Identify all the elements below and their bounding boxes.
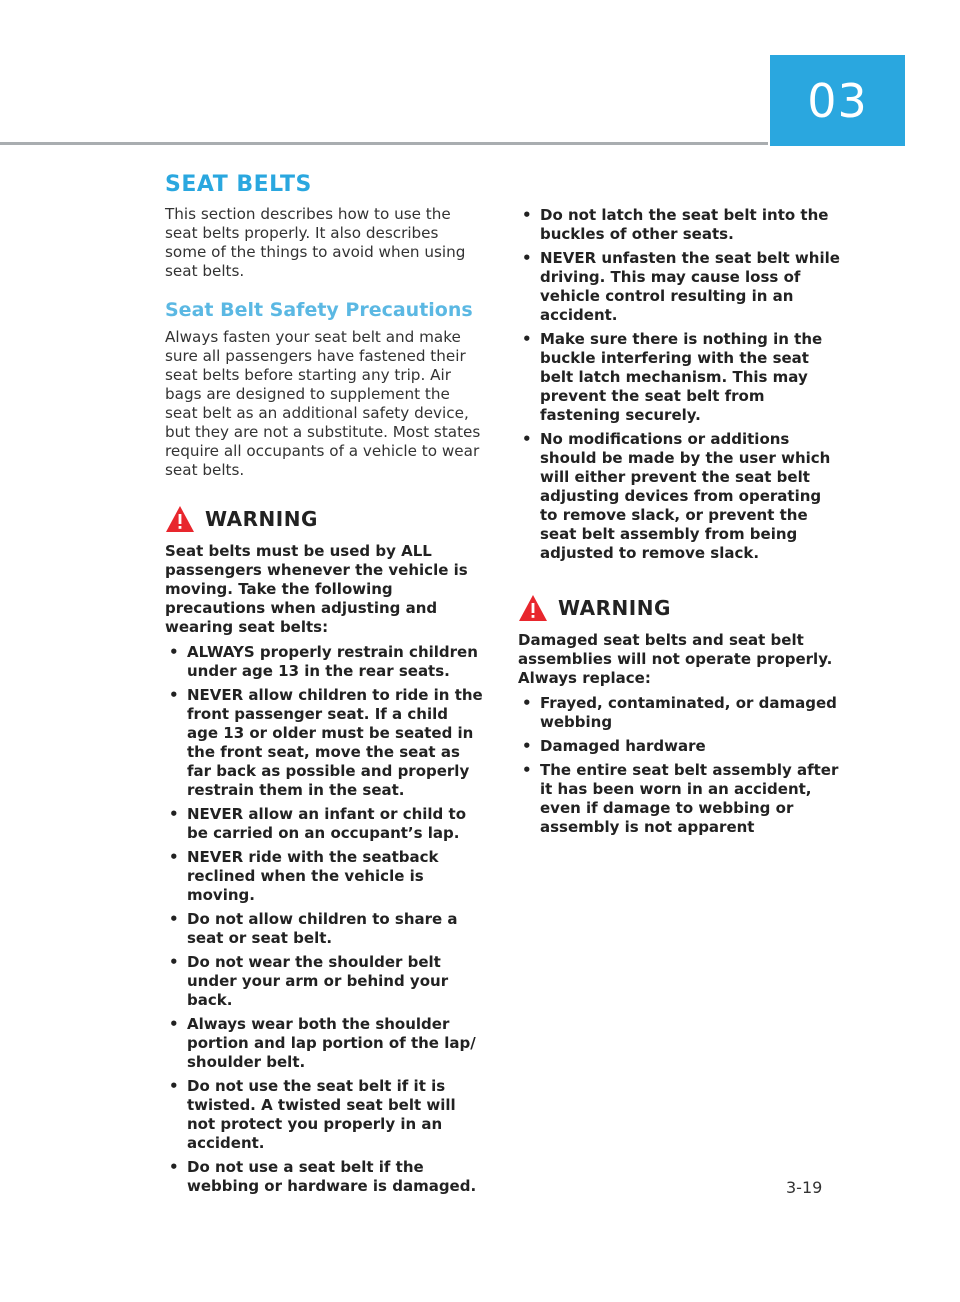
list-item: • Damaged hardware [518, 737, 840, 756]
section-title: SEAT BELTS [165, 172, 312, 197]
list-item: • Always wear both the shoulder portion and lap portion of the lap/ shoulder belt. [165, 1015, 483, 1072]
list-item: • Do not allow children to share a seat or seat belt. [165, 910, 483, 948]
section-intro: This section describes how to use the seat belts properly. It also describes some of the things to avoid when using seat belts. [165, 205, 466, 280]
warning-intro: Damaged seat belts and seat belt assemblies will not operate properly. Always replace: [518, 631, 833, 687]
left-column [165, 172, 483, 1201]
list-item: • No modifications or additions should be made by the user which will either prevent the seat belt adjusting devices from operating to remove slack, or prevent the seat belt assembly from being adjusted to remove slack. [518, 430, 840, 563]
warning-triangle-icon [165, 505, 195, 533]
list-item: • ALWAYS properly restrain children under age 13 in the rear seats. [165, 643, 483, 681]
right-column [518, 206, 840, 842]
warning-list [165, 643, 483, 1196]
page-number: 3-19 [786, 1178, 823, 1197]
list-item: • Do not use the seat belt if it is twisted. A twisted seat belt will not protect you properly in an accident. [165, 1077, 483, 1153]
warning-intro: Seat belts must be used by ALL passengers whenever the vehicle is moving. Take the following precautions when adjusting and wearing seat belts: [165, 542, 468, 636]
list-item: • NEVER ride with the seatback reclined when the vehicle is moving. [165, 848, 483, 905]
list-item: • Do not use a seat belt if the webbing or hardware is damaged. [165, 1158, 483, 1196]
warning-header [518, 593, 840, 623]
warning-label: WARNING [205, 507, 318, 531]
warning-header [165, 504, 483, 534]
chapter-number: 03 [807, 73, 868, 128]
list-item: • Do not latch the seat belt into the buckles of other seats. [518, 206, 840, 244]
header-rule [0, 142, 768, 145]
list-item: • Frayed, contaminated, or damaged webbing [518, 694, 840, 732]
warning-list-continued [518, 206, 840, 563]
list-item: • Do not wear the shoulder belt under your arm or behind your back. [165, 953, 483, 1010]
chapter-tab [770, 55, 905, 146]
warning-list [518, 694, 840, 837]
subsection-body: Always fasten your seat belt and make sure all passengers have fastened their seat belts before starting any trip. Air bags are designed to supplement the seat belt as an additional safety device, but they are not a substitute. Most states require all occupants of a vehicle to wear seat belts. [165, 328, 481, 479]
list-item: • NEVER allow an infant or child to be carried on an occupant’s lap. [165, 805, 483, 843]
list-item: • NEVER allow children to ride in the front passenger seat. If a child age 13 or older must be seated in the front seat, move the seat as far back as possible and properly restrain them in the seat. [165, 686, 483, 800]
warning-triangle-icon [518, 594, 548, 622]
warning-label: WARNING [558, 596, 671, 620]
list-item: • The entire seat belt assembly after it has been worn in an accident, even if damage to webbing or assembly is not apparent [518, 761, 840, 837]
subsection-title: Seat Belt Safety Precautions [165, 299, 473, 321]
list-item: • NEVER unfasten the seat belt while driving. This may cause loss of vehicle control resulting in an accident. [518, 249, 840, 325]
list-item: • Make sure there is nothing in the buckle interfering with the seat belt latch mechanism. This may prevent the seat belt from fastening securely. [518, 330, 840, 425]
